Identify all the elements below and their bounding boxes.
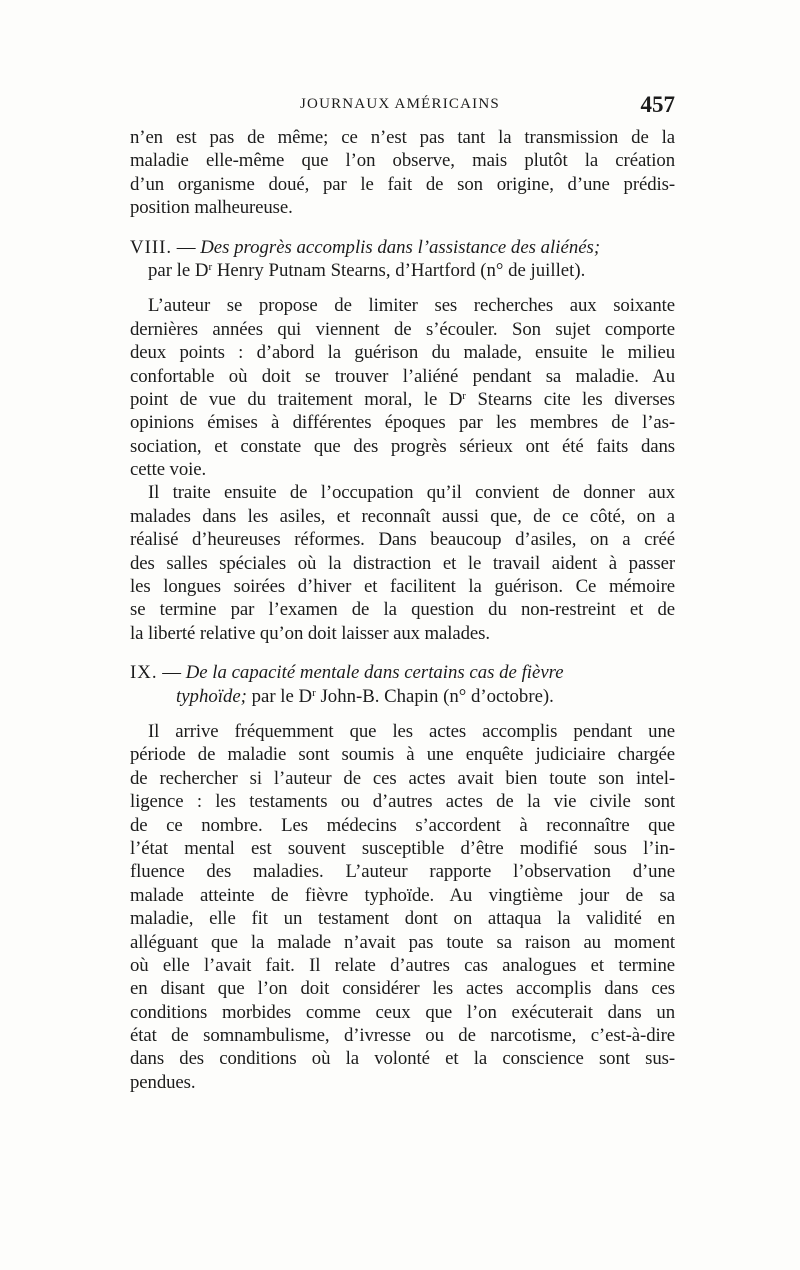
section-ix-heading [130,661,675,708]
text-line: alléguant que la malade n’avait pas toute sa raison au moment [130,931,675,953]
page-body [130,126,675,1094]
text-line [130,388,675,411]
section-title: Des progrès accomplis dans l’assistance des aliénés; [200,236,601,258]
text-line: dernières années qui viennent de s’écouler. Son sujet comporte [130,318,675,340]
text-line: d’un organisme doué, par le fait de son origine, d’une prédis- [130,173,675,195]
page-number: 457 [640,92,675,117]
text-line: n’en est pas de même; ce n’est pas tant la transmission de la [130,127,675,148]
text-line: en disant que l’on doit considérer les actes accomplis dans ces [130,978,675,1000]
text-line: opinions émises à différentes époques par les membres de l’as- [130,412,675,434]
text-line: réalisé d’heureuses réformes. Dans beaucoup d’asiles, on a créé [130,529,675,551]
byline-text: John-B. Chapin (n° d’octobre). [315,685,554,707]
text-line: les longues soirées d’hiver et facilitent la guérison. Ce mémoire [130,576,675,598]
text-line: de rechercher si l’auteur de ces actes avait bien toute son intel- [130,767,675,789]
byline-text: Henry Putnam Stearns, d’Hartford (n° de juillet). [212,259,586,281]
text-line: fluence des maladies. L’auteur rapporte l’observation d’une [130,861,675,883]
section-numeral: IX. [130,662,158,684]
text-line: pendues. [130,1071,196,1093]
section-viii-paragraph-2 [130,481,675,645]
byline-text: par le D [148,259,209,281]
text-line: où elle l’avait fait. Il relate d’autres cas analogues et termine [130,954,675,976]
intro-paragraph [130,126,675,220]
text-line: Il traite ensuite de l’occupation qu’il convient de donner aux [148,482,675,504]
text-line: la liberté relative qu’on doit laisser aux malades. [130,622,490,644]
text-line: maladie elle-même que l’on observe, mais plutôt la création [130,150,675,172]
line-segment: point de vue du traitement moral, le D [130,388,463,410]
section-viii-paragraph-1 [130,294,675,481]
text-line: sociation, et constate que des progrès sérieux ont été faits dans [130,435,675,457]
section-numeral: VIII. [130,236,173,258]
text-line: deux points : d’abord la guérison du malade, ensuite le milieu [130,342,675,364]
text-line: L’auteur se propose de limiter ses recherches aux soixante [148,295,675,317]
byline-superscript: r [312,686,316,699]
heading-dash: — [157,662,186,684]
byline-superscript: r [208,260,213,273]
text-line: période de maladie sont soumis à une enquête judiciaire chargée [130,744,675,766]
text-line: malade atteinte de fièvre typhoïde. Au vingtième jour de sa [130,884,675,906]
section-viii-byline [130,259,675,282]
text-line: des salles spéciales où la distraction et le travail aident à passer [130,552,675,574]
superscript: r [462,389,466,402]
text-line: dans des conditions où la volonté et la conscience sont sus- [130,1048,675,1070]
section-ix-byline [130,685,675,708]
section-title: typhoïde; [176,685,247,707]
text-line: malades dans les asiles, et reconnaît aussi que, de ce côté, on a [130,505,675,527]
text-line: de ce nombre. Les médecins s’accordent à reconnaître que [130,814,675,836]
text-line: confortable où doit se trouver l’aliéné pendant sa maladie. Au [130,365,675,387]
section-ix-paragraph-1 [130,720,675,1094]
section-viii-title-line [130,236,675,259]
text-line: maladie, elle fit un testament dont on attaqua la validité en [130,908,675,930]
text-line: Il arrive fréquemment que les actes accomplis pendant une [148,720,675,742]
section-viii-heading [130,236,675,283]
text-line: l’état mental est souvent susceptible d’être modifié sous l’in- [130,837,675,859]
text-line: position malheureuse. [130,197,293,219]
text-line: état de somnambulisme, d’ivresse ou de narcotisme, c’est-à-dire [130,1025,675,1047]
byline-text: par le D [246,685,313,707]
text-line: ligence : les testaments ou d’autres actes de la vie civile sont [130,791,675,813]
running-title: JOURNAUX AMÉRICAINS [300,96,500,112]
text-line: cette voie. [130,459,207,481]
section-ix-title-line [130,661,675,684]
heading-dash: — [172,236,201,258]
text-line: conditions morbides comme ceux que l’on exécuterait dans un [130,1001,675,1023]
text-line: se termine par l’examen de la question du non-restreint et de [130,599,675,621]
page-header [130,92,675,122]
line-segment: Stearns cite les diverses [465,388,675,410]
section-title: De la capacité mentale dans certains cas de fièvre [185,662,564,684]
